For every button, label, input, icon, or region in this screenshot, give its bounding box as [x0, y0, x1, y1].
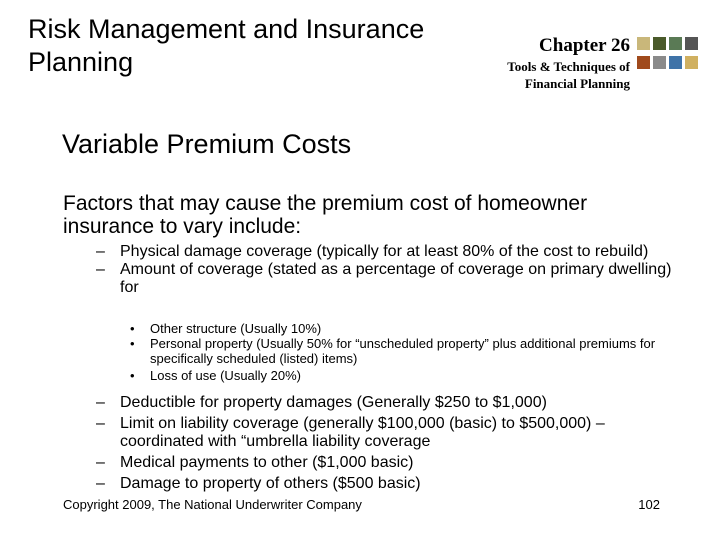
factor-list-b: [96, 394, 686, 493]
chapter-title: Chapter 26: [539, 35, 630, 56]
square-4: [685, 37, 698, 50]
square-2: [653, 37, 666, 50]
chapter-subtitle: [470, 58, 630, 92]
sub-factor-list: [126, 321, 686, 383]
factor-item: – Damage to property of others ($500 basic): [96, 475, 421, 492]
square-1: [637, 37, 650, 50]
factor-item: – Physical damage coverage (typically for at least 80% of the cost to rebuild): [96, 243, 649, 260]
chapter-subtitle-line-2: Financial Planning: [524, 76, 630, 91]
sub-factor-item: • Other structure (Usually 10%): [130, 321, 322, 336]
square-8: [685, 56, 698, 69]
chapter-subtitle-line-1: Tools & Techniques of: [507, 59, 630, 74]
presentation-title: Risk Management and Insurance Planning: [28, 14, 425, 77]
sub-factor-item: • Personal property (Usually 50% for “unscheduled property” plus additional premiums for specifically scheduled (listed) items): [130, 336, 656, 366]
slide-title: Variable Premium Costs: [62, 129, 352, 159]
factor-item: – Medical payments to other ($1,000 basic): [96, 454, 414, 471]
chapter-label-block: [470, 34, 630, 92]
sub-factor-item: • Loss of use (Usually 20%): [130, 368, 302, 383]
square-6: [653, 56, 666, 69]
factor-list-a: [96, 243, 686, 297]
square-7: [669, 56, 682, 69]
factor-item: – Amount of coverage (stated as a percentage of coverage on primary dwelling) for: [96, 261, 672, 296]
square-5: [637, 56, 650, 69]
page-number: 102: [638, 497, 660, 512]
decorative-squares: [637, 37, 697, 69]
intro-text: Factors that may cause the premium cost of homeowner insurance to vary include:: [63, 192, 588, 238]
factor-item: – Deductible for property damages (Generally $250 to $1,000): [96, 394, 547, 411]
factor-item: – Limit on liability coverage (generally $100,000 (basic) to $500,000) – coordinated with “umbrella liability coverage: [96, 415, 605, 450]
square-3: [669, 37, 682, 50]
copyright-footer: Copyright 2009, The National Underwriter Company: [63, 497, 362, 512]
